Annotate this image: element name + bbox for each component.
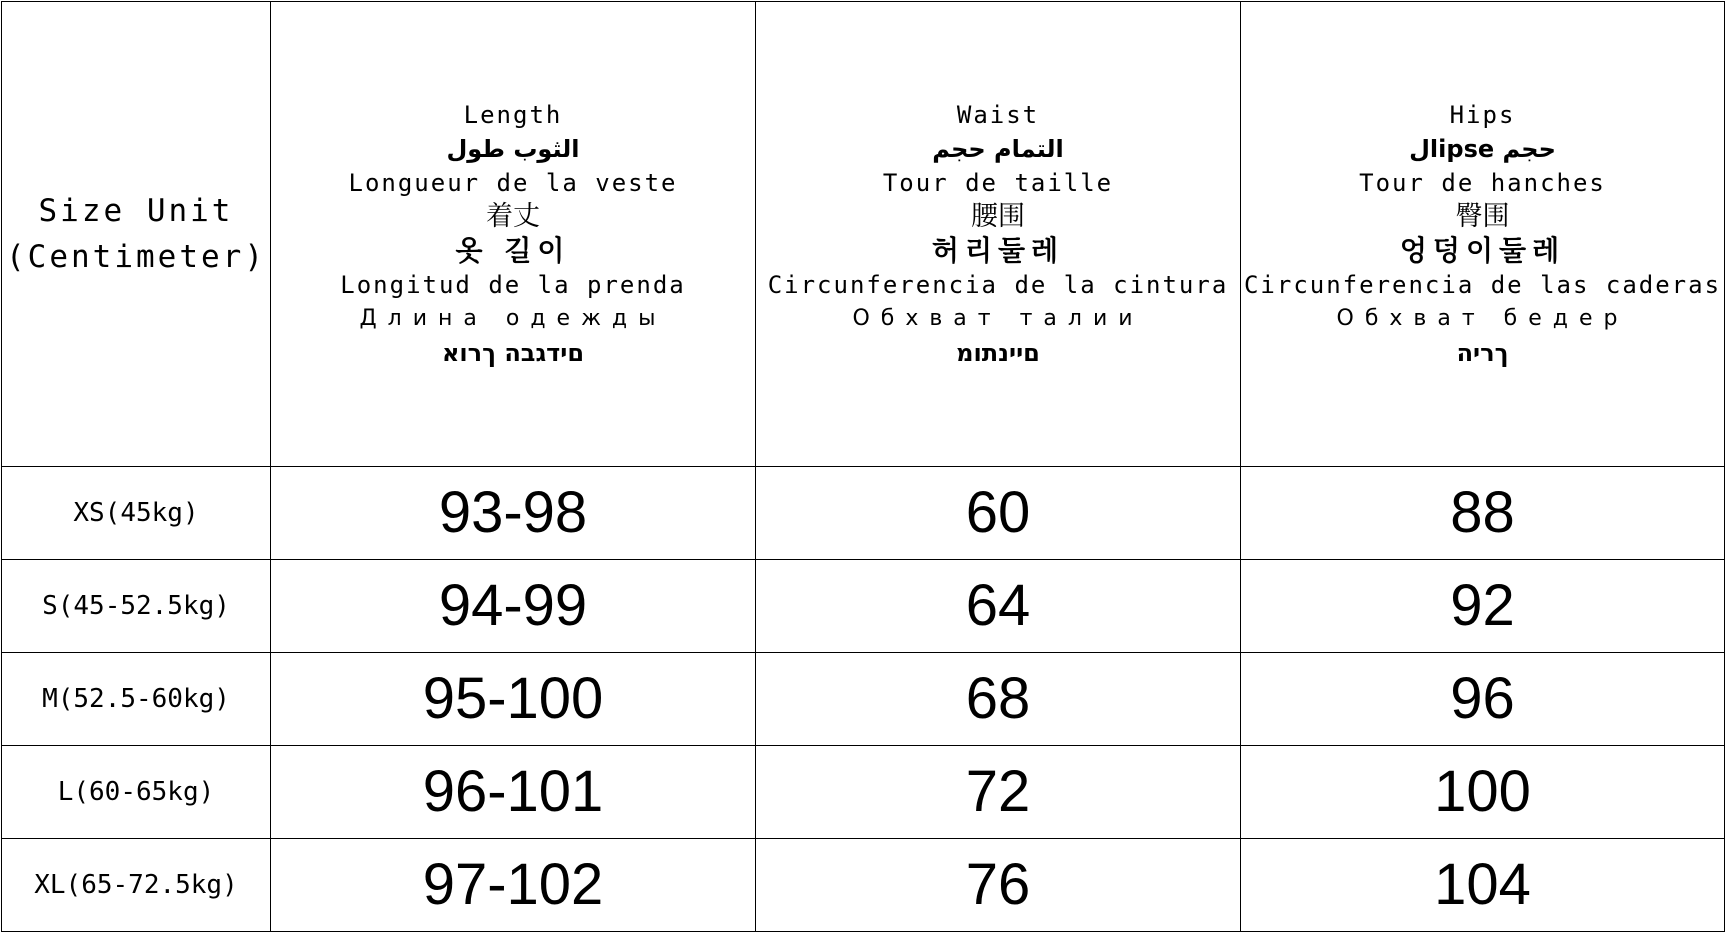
header-es: Circunferencia de la cintura bbox=[767, 271, 1229, 299]
length-value: 94-99 bbox=[271, 560, 756, 653]
header-ko: 엉덩이둘레 bbox=[1399, 234, 1566, 267]
hips-header-cell bbox=[1241, 2, 1725, 467]
header-fr: Longueur de la veste bbox=[348, 169, 678, 197]
header-ru: Длина одежды bbox=[359, 306, 667, 331]
header-he: ךריה bbox=[1456, 339, 1509, 367]
header-en: Hips bbox=[1449, 101, 1516, 129]
header-en: Waist bbox=[956, 101, 1040, 129]
size-cell: M(52.5-60kg) bbox=[2, 653, 271, 746]
waist-value: 60 bbox=[756, 467, 1241, 560]
header-ar: التمام حجم bbox=[932, 135, 1064, 163]
waist-header-cell bbox=[756, 2, 1241, 467]
table-row bbox=[2, 560, 1725, 653]
table-row bbox=[2, 746, 1725, 839]
table-row bbox=[2, 467, 1725, 560]
header-ar: الثوب طول bbox=[446, 135, 580, 163]
header-es: Circunferencia de las caderas bbox=[1243, 271, 1722, 299]
waist-value: 64 bbox=[756, 560, 1241, 653]
size-cell: XS(45kg) bbox=[2, 467, 271, 560]
waist-value: 68 bbox=[756, 653, 1241, 746]
header-ko: 옷 길이 bbox=[455, 234, 571, 267]
header-en: Length bbox=[463, 101, 563, 129]
hips-value: 100 bbox=[1241, 746, 1725, 839]
size-cell: S(45-52.5kg) bbox=[2, 560, 271, 653]
length-value: 97-102 bbox=[271, 839, 756, 932]
header-ko: 허리둘레 bbox=[931, 234, 1065, 267]
size-chart-table bbox=[1, 1, 1725, 932]
hips-value: 92 bbox=[1241, 560, 1725, 653]
unit-centimeter-label: (Centimeter) bbox=[6, 239, 266, 275]
size-cell: L(60-65kg) bbox=[2, 746, 271, 839]
waist-value: 76 bbox=[756, 839, 1241, 932]
header-ru: Обхват талии bbox=[852, 306, 1144, 331]
length-value: 96-101 bbox=[271, 746, 756, 839]
hips-value: 104 bbox=[1241, 839, 1725, 932]
header-fr: Tour de hanches bbox=[1359, 169, 1606, 197]
length-value: 93-98 bbox=[271, 467, 756, 560]
size-cell: XL(65-72.5kg) bbox=[2, 839, 271, 932]
header-zh: 臀围 bbox=[1455, 201, 1510, 232]
size-unit-label: Size Unit bbox=[38, 193, 234, 229]
length-value: 95-100 bbox=[271, 653, 756, 746]
header-es: Longitud de la prenda bbox=[340, 271, 686, 299]
header-ru: Обхват бедер bbox=[1336, 306, 1629, 331]
header-zh: 着丈 bbox=[486, 201, 540, 232]
header-he: םיינתומ bbox=[956, 339, 1040, 367]
header-ar: الipse حجم bbox=[1409, 135, 1556, 163]
hips-value: 96 bbox=[1241, 653, 1725, 746]
waist-value: 72 bbox=[756, 746, 1241, 839]
header-fr: Tour de taille bbox=[882, 169, 1114, 197]
length-header-cell bbox=[271, 2, 756, 467]
table-row bbox=[2, 653, 1725, 746]
header-row bbox=[2, 2, 1725, 467]
hips-value: 88 bbox=[1241, 467, 1725, 560]
header-he: םידגבה ךרוא bbox=[441, 339, 585, 367]
corner-header-cell bbox=[2, 2, 271, 467]
table-row bbox=[2, 839, 1725, 932]
header-zh: 腰围 bbox=[971, 201, 1025, 232]
